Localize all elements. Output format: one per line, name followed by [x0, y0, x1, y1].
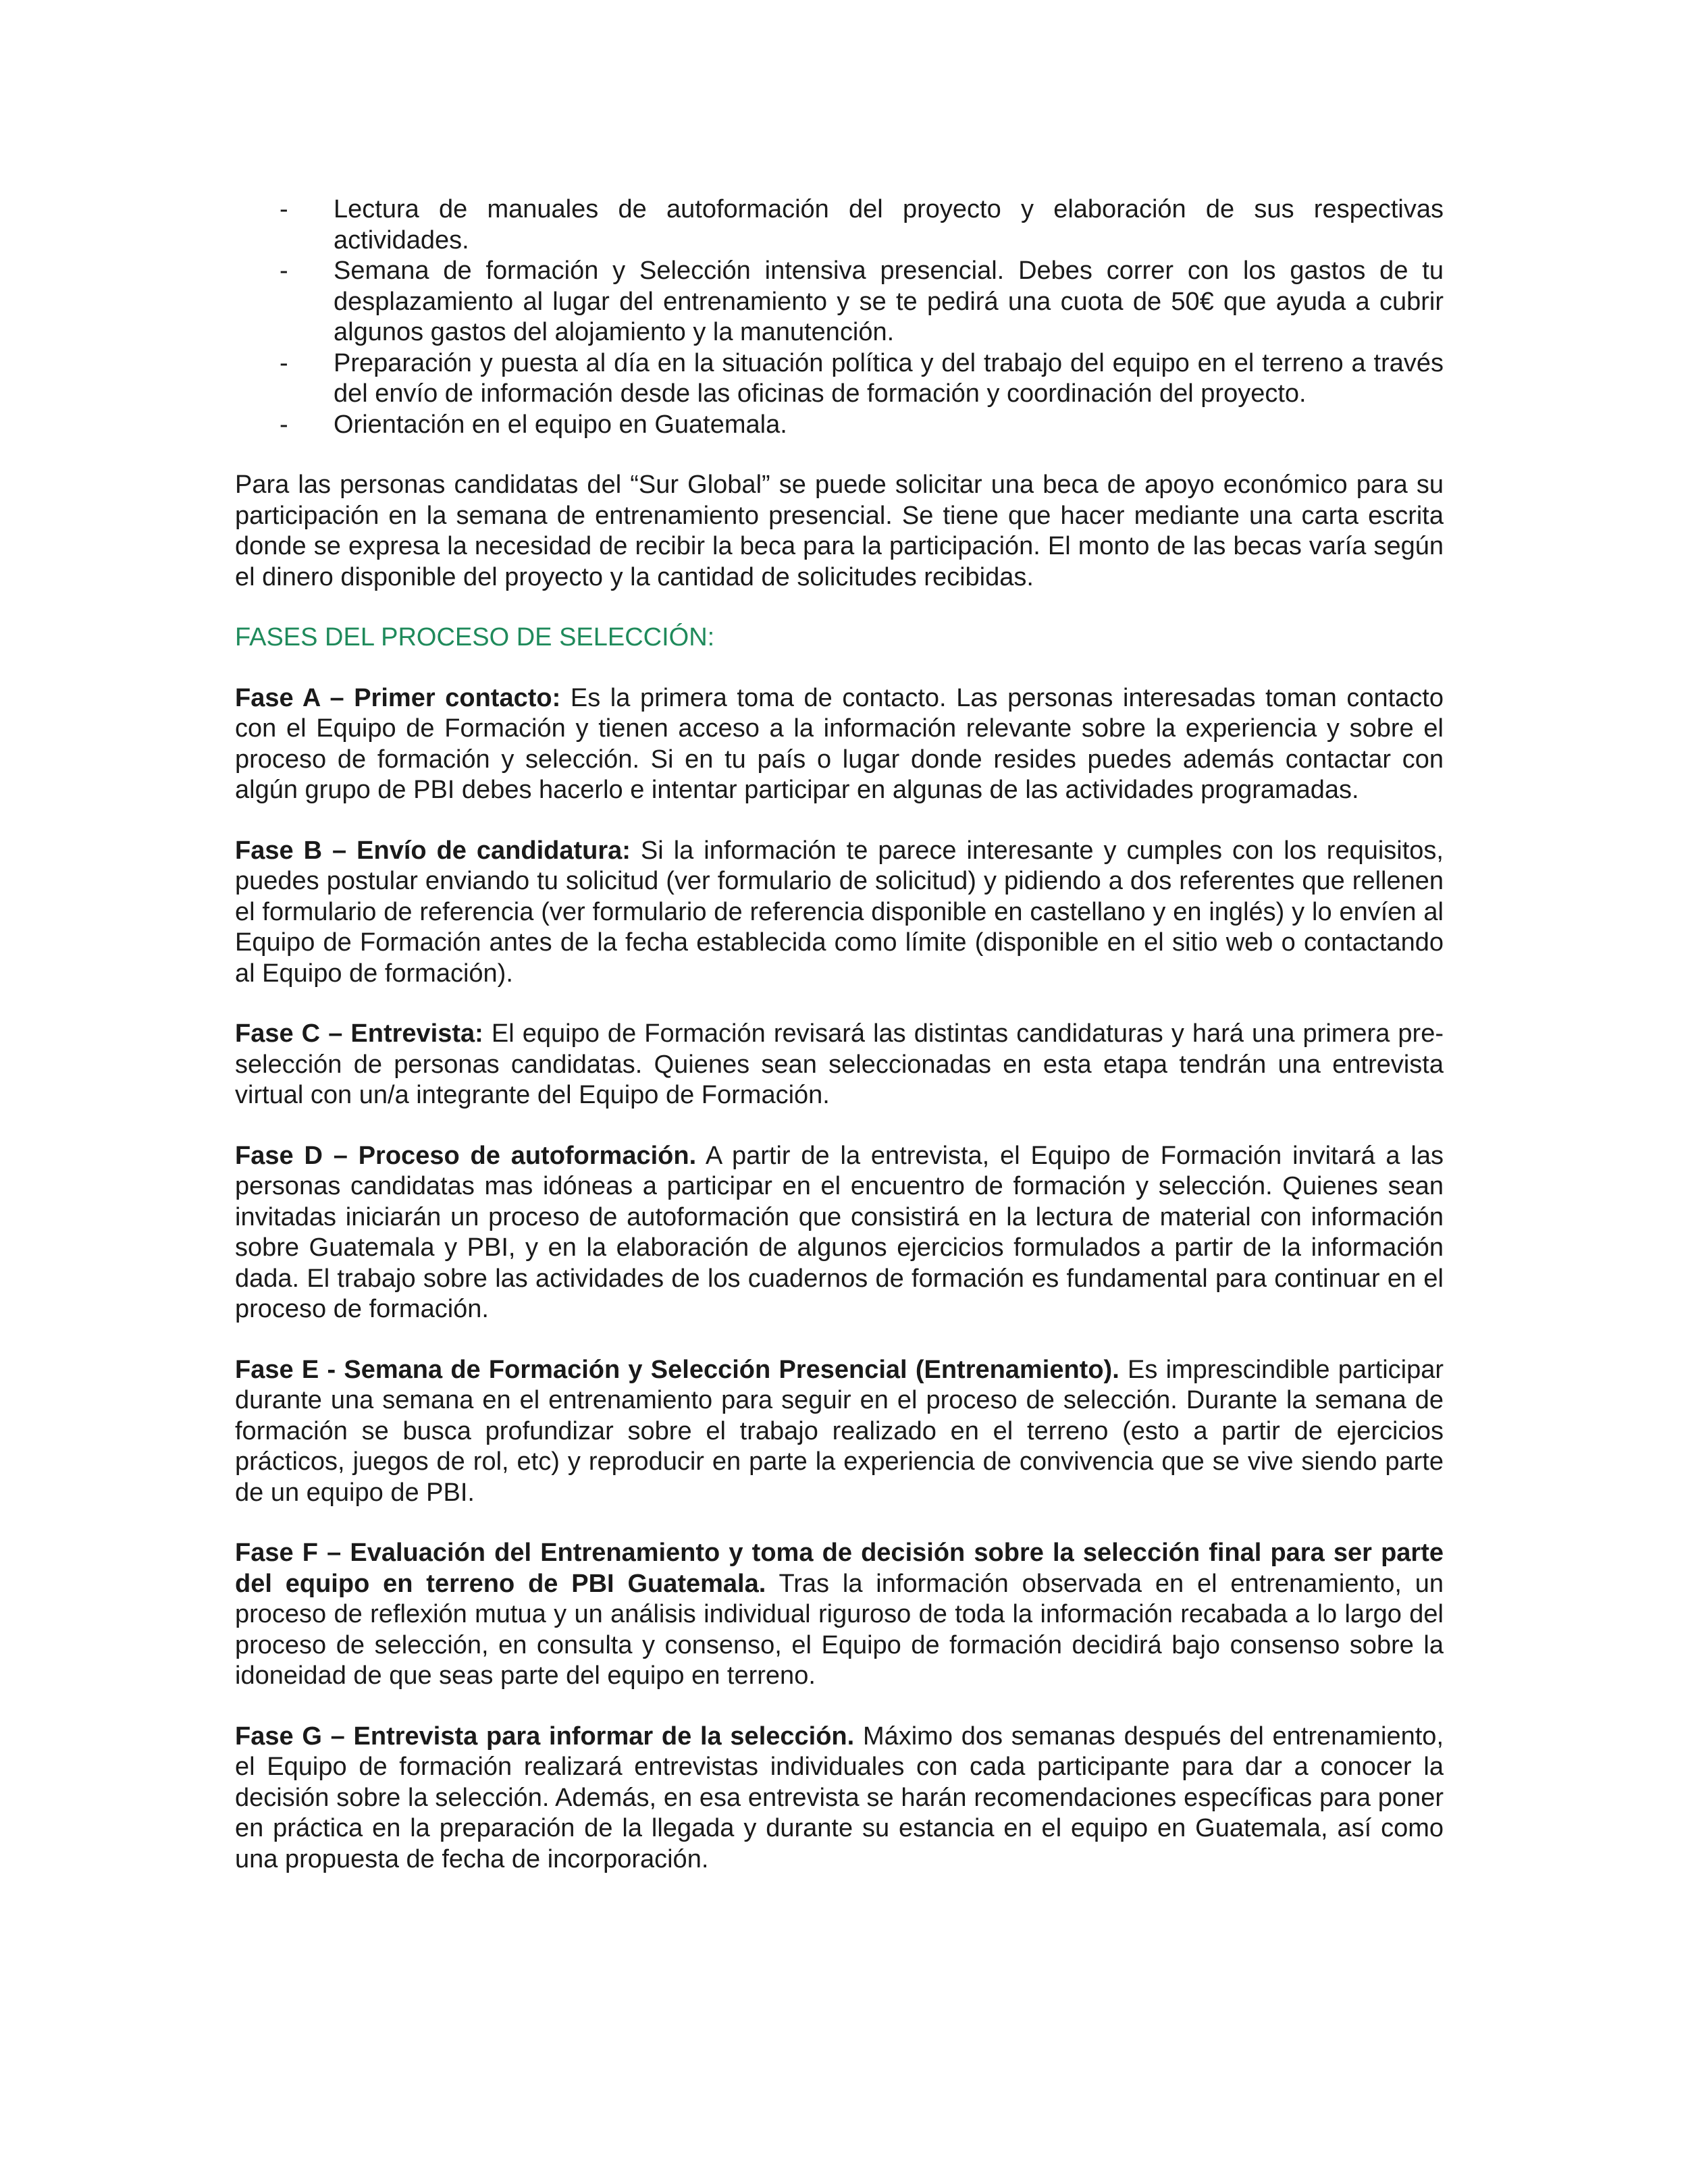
requirements-list [235, 194, 1444, 440]
phase-a-paragraph [235, 683, 1444, 806]
phase-e-paragraph [235, 1355, 1444, 1509]
phase-text: Si la información te parece interesante y cumples con los requisitos, puedes postular enviando tu solicitud (ver formulario de solicitud) y pidiendo a dos referentes que rellenen el formulario de referencia (ver formulario de referencia disponible en castellano y en inglés) y lo envíen al Equipo de Formación antes de la fecha establecida como límite (disponible en el sitio web o contactando al Equipo de formación). [235, 836, 1444, 988]
list-item [235, 256, 1444, 348]
phase-text: Es imprescindible participar durante una semana en el entrenamiento para seguir en el proceso de selección. Durante la semana de formación se busca profundizar sobre el trabajo realizado en el terreno (esto a partir de ejercicios prácticos, juegos de rol, etc) y reproducir en parte la experiencia de convivencia que se vive siendo parte de un equipo de PBI. [235, 1355, 1444, 1507]
phase-b-paragraph [235, 836, 1444, 990]
list-item [235, 194, 1444, 256]
scholarship-paragraph: Para las personas candidatas del “Sur Global” se puede solicitar una beca de apoyo económico para su participación en la semana de entrenamiento presencial. Se tiene que hacer mediante una carta escrita donde se expresa la necesidad de recibir la beca para la participación. El monto de las becas varía según el dinero disponible del proyecto y la cantidad de solicitudes recibidas. [235, 471, 1444, 591]
phase-f-paragraph [235, 1538, 1444, 1692]
phase-d-paragraph [235, 1141, 1444, 1325]
section-heading: FASES DEL PROCESO DE SELECCIÓN: [235, 623, 715, 651]
phase-text: A partir de la entrevista, el Equipo de Formación invitará a las personas candidatas mas idóneas a participar en el encuentro de formación y selección. Quienes sean invitadas iniciarán un proceso de autoformación que consistirá en la lectura de material con información sobre Guatemala y PBI, y en la elaboración de algunos ejercicios formulados a partir de la información dada. El trabajo sobre las actividades de los cuadernos de formación es fundamental para continuar en el proceso de formación. [235, 1141, 1444, 1323]
list-item-text: Lectura de manuales de autoformación del proyecto y elaboración de sus respectivas actividades. [334, 195, 1444, 255]
phase-text: El equipo de Formación revisará las distintas candidaturas y hará una primera pre-selección de personas candidatas. Quienes sean seleccionadas en esta etapa tendrán una entrevista virtual con un/a integrante del Equipo de Formación. [235, 1019, 1444, 1109]
phase-text: Máximo dos semanas después del entrenamiento, el Equipo de formación realizará entrevistas individuales con cada participante para dar a conocer la decisión sobre la selección. Además, en esa entrevista se harán recomendaciones específicas para poner en práctica en la preparación de la llegada y durante su estancia en el equipo en Guatemala, así como una propuesta de fecha de incorporación. [235, 1722, 1444, 1873]
list-dash: - [280, 195, 288, 223]
phase-text: Tras la información observada en el entrenamiento, un proceso de reflexión mutua y un análisis individual riguroso de toda la información recabada a lo largo del proceso de selección, en consulta y consenso, el Equipo de formación decidirá bajo consenso sobre la idoneidad de que seas parte del equipo en terreno. [235, 1569, 1444, 1690]
list-item-text: Orientación en el equipo en Guatemala. [334, 410, 787, 439]
phase-text: Es la primera toma de contacto. Las personas interesadas toman contacto con el Equipo de Formación y tienen acceso a la información relevante sobre la experiencia y sobre el proceso de formación y selección. Si en tu país o lugar donde resides puedes además contactar con algún grupo de PBI debes hacerlo e intentar participar en algunas de las actividades programadas. [235, 683, 1444, 804]
list-dash: - [280, 410, 288, 439]
phase-title: Fase A – Primer contacto: [235, 683, 561, 712]
phase-title: Fase D – Proceso de autoformación. [235, 1141, 697, 1170]
phase-g-paragraph [235, 1722, 1444, 1875]
phase-title: Fase F – Evaluación del Entrenamiento y toma de decisión sobre la selección final para ser parte del equipo en terreno de PBI Guatemala. [235, 1539, 1444, 1598]
list-dash: - [280, 348, 288, 377]
phase-title: Fase B – Envío de candidatura: [235, 836, 631, 865]
list-item [235, 410, 1444, 441]
list-dash: - [280, 257, 288, 285]
list-item-text: Semana de formación y Selección intensiva presencial. Debes correr con los gastos de tu desplazamiento al lugar del entrenamiento y se te pedirá una cuota de 50€ que ayuda a cubrir algunos gastos del alojamiento y la manutención. [334, 257, 1444, 346]
document-page [235, 194, 1444, 1875]
phase-title: Fase E - Semana de Formación y Selección Presencial (Entrenamiento). [235, 1355, 1119, 1384]
list-item-text: Preparación y puesta al día en la situación política y del trabajo del equipo en el terreno a través del envío de información desde las oficinas de formación y coordinación del proyecto. [334, 348, 1444, 408]
list-item [235, 348, 1444, 410]
phase-title: Fase G – Entrevista para informar de la selección. [235, 1722, 855, 1751]
phase-title: Fase C – Entrevista: [235, 1019, 483, 1048]
phase-c-paragraph [235, 1019, 1444, 1111]
